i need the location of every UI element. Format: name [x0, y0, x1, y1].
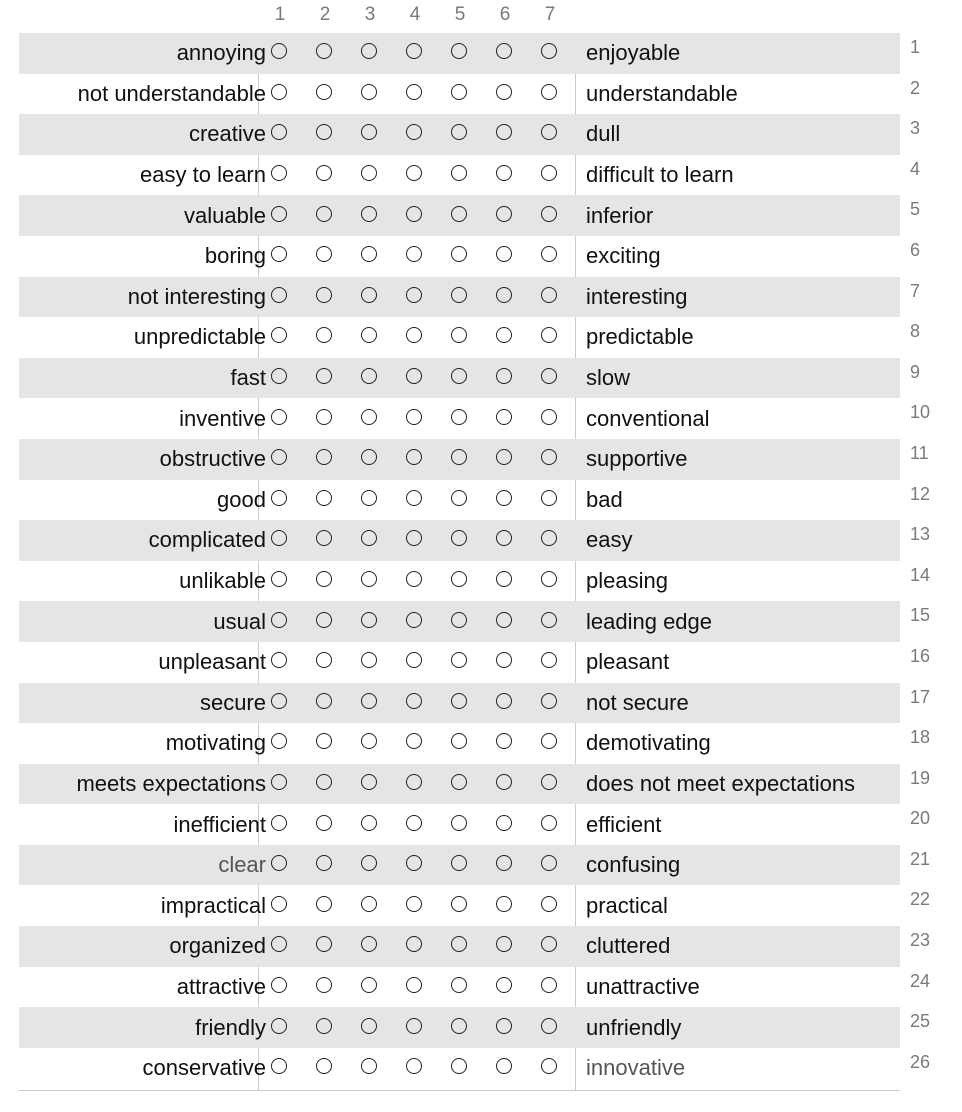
- radio-option-4[interactable]: [406, 287, 422, 303]
- scale-label-3: 3: [364, 4, 376, 25]
- right-anchor-label: exciting: [586, 243, 661, 269]
- right-anchor-label: easy: [586, 527, 633, 553]
- left-anchor-label: friendly: [195, 1014, 266, 1040]
- radio-option-6[interactable]: [496, 287, 512, 303]
- item-number: 20: [910, 808, 931, 829]
- radio-option-4[interactable]: [406, 571, 422, 587]
- scale-label-4: 4: [409, 4, 421, 25]
- questionnaire-table: [19, 33, 931, 1088]
- radio-option-2[interactable]: [316, 815, 332, 831]
- scale-label-2: 2: [319, 4, 331, 25]
- left-anchor-label: valuable: [184, 202, 266, 228]
- scale-label-5: 5: [454, 4, 466, 25]
- radio-option-3[interactable]: [361, 409, 377, 425]
- item-number: 14: [910, 564, 931, 585]
- radio-option-2[interactable]: [316, 409, 332, 425]
- radio-option-3[interactable]: [361, 896, 377, 912]
- left-anchor-label: inventive: [179, 405, 266, 431]
- left-anchor-label: easy to learn: [140, 162, 266, 188]
- radio-option-4[interactable]: [406, 1018, 422, 1034]
- radio-option-3[interactable]: [361, 977, 377, 993]
- right-anchor-label: dull: [586, 121, 621, 147]
- item-number: 23: [910, 930, 931, 951]
- table-row: [19, 926, 931, 967]
- right-anchor-label: bad: [586, 486, 623, 512]
- table-row: [19, 33, 921, 74]
- radio-option-4[interactable]: [406, 409, 422, 425]
- table-row: [19, 358, 921, 399]
- radio-option-5[interactable]: [451, 571, 467, 587]
- radio-option-5[interactable]: [451, 693, 467, 709]
- left-anchor-label: clear: [218, 852, 266, 878]
- right-anchor-label: unfriendly: [586, 1014, 682, 1040]
- left-anchor-label: not interesting: [127, 283, 266, 309]
- table-row: [19, 74, 921, 115]
- right-anchor-label: leading edge: [586, 608, 713, 634]
- left-anchor-label: motivating: [165, 730, 266, 756]
- radio-option-1[interactable]: [271, 409, 287, 425]
- radio-option-1[interactable]: [271, 977, 287, 993]
- radio-option-7[interactable]: [541, 571, 557, 587]
- radio-option-2[interactable]: [316, 165, 332, 181]
- table-row: [19, 804, 931, 845]
- left-anchor-label: conservative: [142, 1055, 266, 1081]
- table-row: [19, 845, 931, 886]
- table-row: [19, 277, 921, 318]
- radio-option-5[interactable]: [451, 490, 467, 506]
- radio-option-4[interactable]: [406, 977, 422, 993]
- radio-option-7[interactable]: [541, 774, 557, 790]
- radio-option-2[interactable]: [316, 774, 332, 790]
- item-number: 5: [910, 199, 921, 220]
- table-row: [19, 195, 921, 236]
- radio-option-4[interactable]: [406, 84, 422, 100]
- right-anchor-label: supportive: [586, 446, 688, 472]
- left-anchor-label: inefficient: [173, 811, 266, 837]
- radio-option-2[interactable]: [316, 490, 332, 506]
- left-anchor-label: boring: [204, 243, 266, 269]
- table-row: [19, 885, 931, 926]
- left-anchor-label: annoying: [176, 40, 266, 66]
- left-anchor-label: organized: [169, 933, 266, 959]
- radio-option-7[interactable]: [541, 612, 557, 628]
- radio-option-6[interactable]: [496, 693, 512, 709]
- left-anchor-label: impractical: [160, 892, 266, 918]
- radio-option-3[interactable]: [361, 774, 377, 790]
- radio-option-5[interactable]: [451, 368, 467, 384]
- item-number: 17: [910, 686, 931, 707]
- radio-option-7[interactable]: [541, 84, 557, 100]
- item-number: 22: [910, 889, 931, 910]
- left-anchor-label: good: [217, 486, 266, 512]
- table-row: [19, 480, 931, 521]
- radio-option-3[interactable]: [361, 84, 377, 100]
- radio-option-6[interactable]: [496, 896, 512, 912]
- radio-option-3[interactable]: [361, 693, 377, 709]
- right-anchor-label: understandable: [586, 80, 738, 106]
- radio-option-5[interactable]: [451, 84, 467, 100]
- radio-option-5[interactable]: [451, 287, 467, 303]
- radio-option-1[interactable]: [271, 84, 287, 100]
- item-number: 2: [910, 77, 921, 98]
- radio-option-7[interactable]: [541, 409, 557, 425]
- radio-option-7[interactable]: [541, 693, 557, 709]
- radio-option-6[interactable]: [496, 815, 512, 831]
- item-number: 11: [910, 442, 929, 463]
- right-anchor-label: efficient: [586, 811, 662, 837]
- radio-option-2[interactable]: [316, 612, 332, 628]
- table-row: [19, 520, 931, 561]
- left-anchor-label: creative: [188, 121, 266, 147]
- radio-option-5[interactable]: [451, 774, 467, 790]
- item-number: 18: [910, 727, 931, 748]
- table-row: [19, 317, 921, 358]
- item-number: 8: [910, 321, 921, 342]
- right-anchor-label: enjoyable: [586, 40, 681, 66]
- radio-option-2[interactable]: [316, 206, 332, 222]
- left-anchor-label: complicated: [148, 527, 266, 553]
- right-anchor-label: slow: [586, 365, 631, 391]
- item-number: 4: [910, 158, 921, 179]
- right-anchor-label: pleasant: [586, 649, 670, 675]
- item-number: 21: [910, 848, 931, 869]
- radio-option-7[interactable]: [541, 490, 557, 506]
- scale-label-6: 6: [499, 4, 511, 25]
- radio-option-3[interactable]: [361, 612, 377, 628]
- radio-option-4[interactable]: [406, 612, 422, 628]
- right-anchor-label: unattractive: [586, 973, 700, 999]
- item-number: 15: [910, 605, 931, 626]
- right-anchor-label: practical: [586, 892, 668, 918]
- table-row: [19, 398, 931, 439]
- table-row: [19, 642, 931, 683]
- radio-option-6[interactable]: [496, 774, 512, 790]
- item-number: 26: [910, 1051, 931, 1072]
- table-row: [19, 764, 931, 805]
- table-row: [19, 1048, 931, 1089]
- table-row: [19, 561, 931, 602]
- radio-option-7[interactable]: [541, 206, 557, 222]
- radio-option-7[interactable]: [541, 368, 557, 384]
- table-row: [19, 114, 921, 155]
- left-anchor-label: not understandable: [77, 80, 266, 106]
- left-anchor-label: attractive: [176, 973, 266, 999]
- right-anchor-label: does not meet expectations: [586, 770, 856, 796]
- right-anchor-label: cluttered: [586, 933, 671, 959]
- left-anchor-label: usual: [213, 608, 266, 634]
- item-number: 10: [910, 402, 931, 423]
- left-anchor-label: secure: [199, 689, 266, 715]
- radio-option-7[interactable]: [541, 165, 557, 181]
- item-number: 19: [910, 767, 931, 788]
- radio-option-1[interactable]: [271, 774, 287, 790]
- table-row: [19, 439, 929, 480]
- table-row: [19, 683, 931, 724]
- right-anchor-label: difficult to learn: [586, 162, 734, 188]
- bottom-divider: [19, 1090, 900, 1091]
- radio-option-4[interactable]: [406, 368, 422, 384]
- radio-option-5[interactable]: [451, 165, 467, 181]
- right-anchor-label: not secure: [586, 689, 689, 715]
- radio-option-3[interactable]: [361, 206, 377, 222]
- radio-option-5[interactable]: [451, 409, 467, 425]
- radio-option-3[interactable]: [361, 571, 377, 587]
- radio-option-6[interactable]: [496, 1018, 512, 1034]
- scale-label-7: 7: [544, 4, 556, 25]
- radio-option-7[interactable]: [541, 896, 557, 912]
- radio-option-4[interactable]: [406, 490, 422, 506]
- left-anchor-label: unpleasant: [158, 649, 266, 675]
- left-anchor-label: meets expectations: [76, 770, 266, 796]
- right-anchor-label: demotivating: [586, 730, 711, 756]
- table-row: [19, 601, 931, 642]
- radio-option-6[interactable]: [496, 977, 512, 993]
- radio-option-3[interactable]: [361, 165, 377, 181]
- radio-option-1[interactable]: [271, 206, 287, 222]
- right-anchor-label: inferior: [586, 202, 654, 228]
- item-number: 1: [910, 37, 921, 57]
- radio-option-4[interactable]: [406, 896, 422, 912]
- radio-option-1[interactable]: [271, 896, 287, 912]
- radio-option-2[interactable]: [316, 287, 332, 303]
- right-anchor-label: interesting: [586, 283, 688, 309]
- radio-option-6[interactable]: [496, 490, 512, 506]
- radio-option-1[interactable]: [271, 571, 287, 587]
- radio-option-3[interactable]: [361, 1018, 377, 1034]
- item-number: 3: [910, 118, 921, 139]
- radio-option-6[interactable]: [496, 165, 512, 181]
- radio-option-3[interactable]: [361, 815, 377, 831]
- item-number: 13: [910, 524, 931, 545]
- radio-option-5[interactable]: [451, 896, 467, 912]
- radio-option-2[interactable]: [316, 693, 332, 709]
- radio-option-1[interactable]: [271, 815, 287, 831]
- radio-option-2[interactable]: [316, 977, 332, 993]
- right-anchor-label: predictable: [586, 324, 694, 350]
- radio-option-7[interactable]: [541, 287, 557, 303]
- radio-option-7[interactable]: [541, 815, 557, 831]
- table-row: [19, 155, 921, 196]
- right-anchor-label: confusing: [586, 852, 681, 878]
- item-number: 12: [910, 483, 931, 504]
- item-number: 16: [910, 645, 931, 666]
- radio-option-6[interactable]: [496, 84, 512, 100]
- radio-option-1[interactable]: [271, 368, 287, 384]
- radio-option-5[interactable]: [451, 206, 467, 222]
- radio-option-1[interactable]: [271, 165, 287, 181]
- radio-option-3[interactable]: [361, 490, 377, 506]
- radio-option-7[interactable]: [541, 977, 557, 993]
- left-anchor-label: fast: [230, 365, 266, 391]
- radio-option-1[interactable]: [271, 612, 287, 628]
- radio-option-3[interactable]: [361, 287, 377, 303]
- radio-option-2[interactable]: [316, 84, 332, 100]
- radio-option-1[interactable]: [271, 693, 287, 709]
- radio-option-1[interactable]: [271, 1018, 287, 1034]
- table-row: [19, 723, 931, 764]
- right-anchor-label: innovative: [586, 1055, 686, 1081]
- radio-option-5[interactable]: [451, 1018, 467, 1034]
- radio-option-2[interactable]: [316, 571, 332, 587]
- left-anchor-label: obstructive: [159, 446, 266, 472]
- radio-option-4[interactable]: [406, 165, 422, 181]
- table-row: [19, 967, 931, 1008]
- table-row: [19, 1007, 931, 1048]
- radio-option-4[interactable]: [406, 815, 422, 831]
- radio-option-4[interactable]: [406, 206, 422, 222]
- radio-option-6[interactable]: [496, 612, 512, 628]
- radio-option-4[interactable]: [406, 774, 422, 790]
- item-number: 24: [910, 970, 931, 991]
- right-anchor-label: conventional: [586, 405, 710, 431]
- radio-option-5[interactable]: [451, 977, 467, 993]
- radio-option-3[interactable]: [361, 368, 377, 384]
- radio-option-6[interactable]: [496, 571, 512, 587]
- item-number: 9: [910, 361, 921, 382]
- radio-option-6[interactable]: [496, 409, 512, 425]
- radio-option-2[interactable]: [316, 896, 332, 912]
- item-number: 25: [910, 1011, 931, 1032]
- radio-option-5[interactable]: [451, 815, 467, 831]
- radio-option-1[interactable]: [271, 287, 287, 303]
- radio-option-7[interactable]: [541, 1018, 557, 1034]
- left-anchor-label: unpredictable: [133, 324, 266, 350]
- radio-option-6[interactable]: [496, 368, 512, 384]
- left-anchor-label: unlikable: [179, 568, 266, 594]
- radio-option-1[interactable]: [271, 490, 287, 506]
- item-number: 6: [910, 239, 921, 260]
- radio-option-2[interactable]: [316, 1018, 332, 1034]
- scale-label-1: 1: [274, 4, 286, 25]
- radio-option-4[interactable]: [406, 693, 422, 709]
- radio-option-2[interactable]: [316, 368, 332, 384]
- radio-option-6[interactable]: [496, 206, 512, 222]
- item-number: 7: [910, 280, 921, 301]
- right-anchor-label: pleasing: [586, 568, 668, 594]
- scale-header: [258, 4, 574, 28]
- radio-option-5[interactable]: [451, 612, 467, 628]
- table-row: [19, 236, 921, 277]
